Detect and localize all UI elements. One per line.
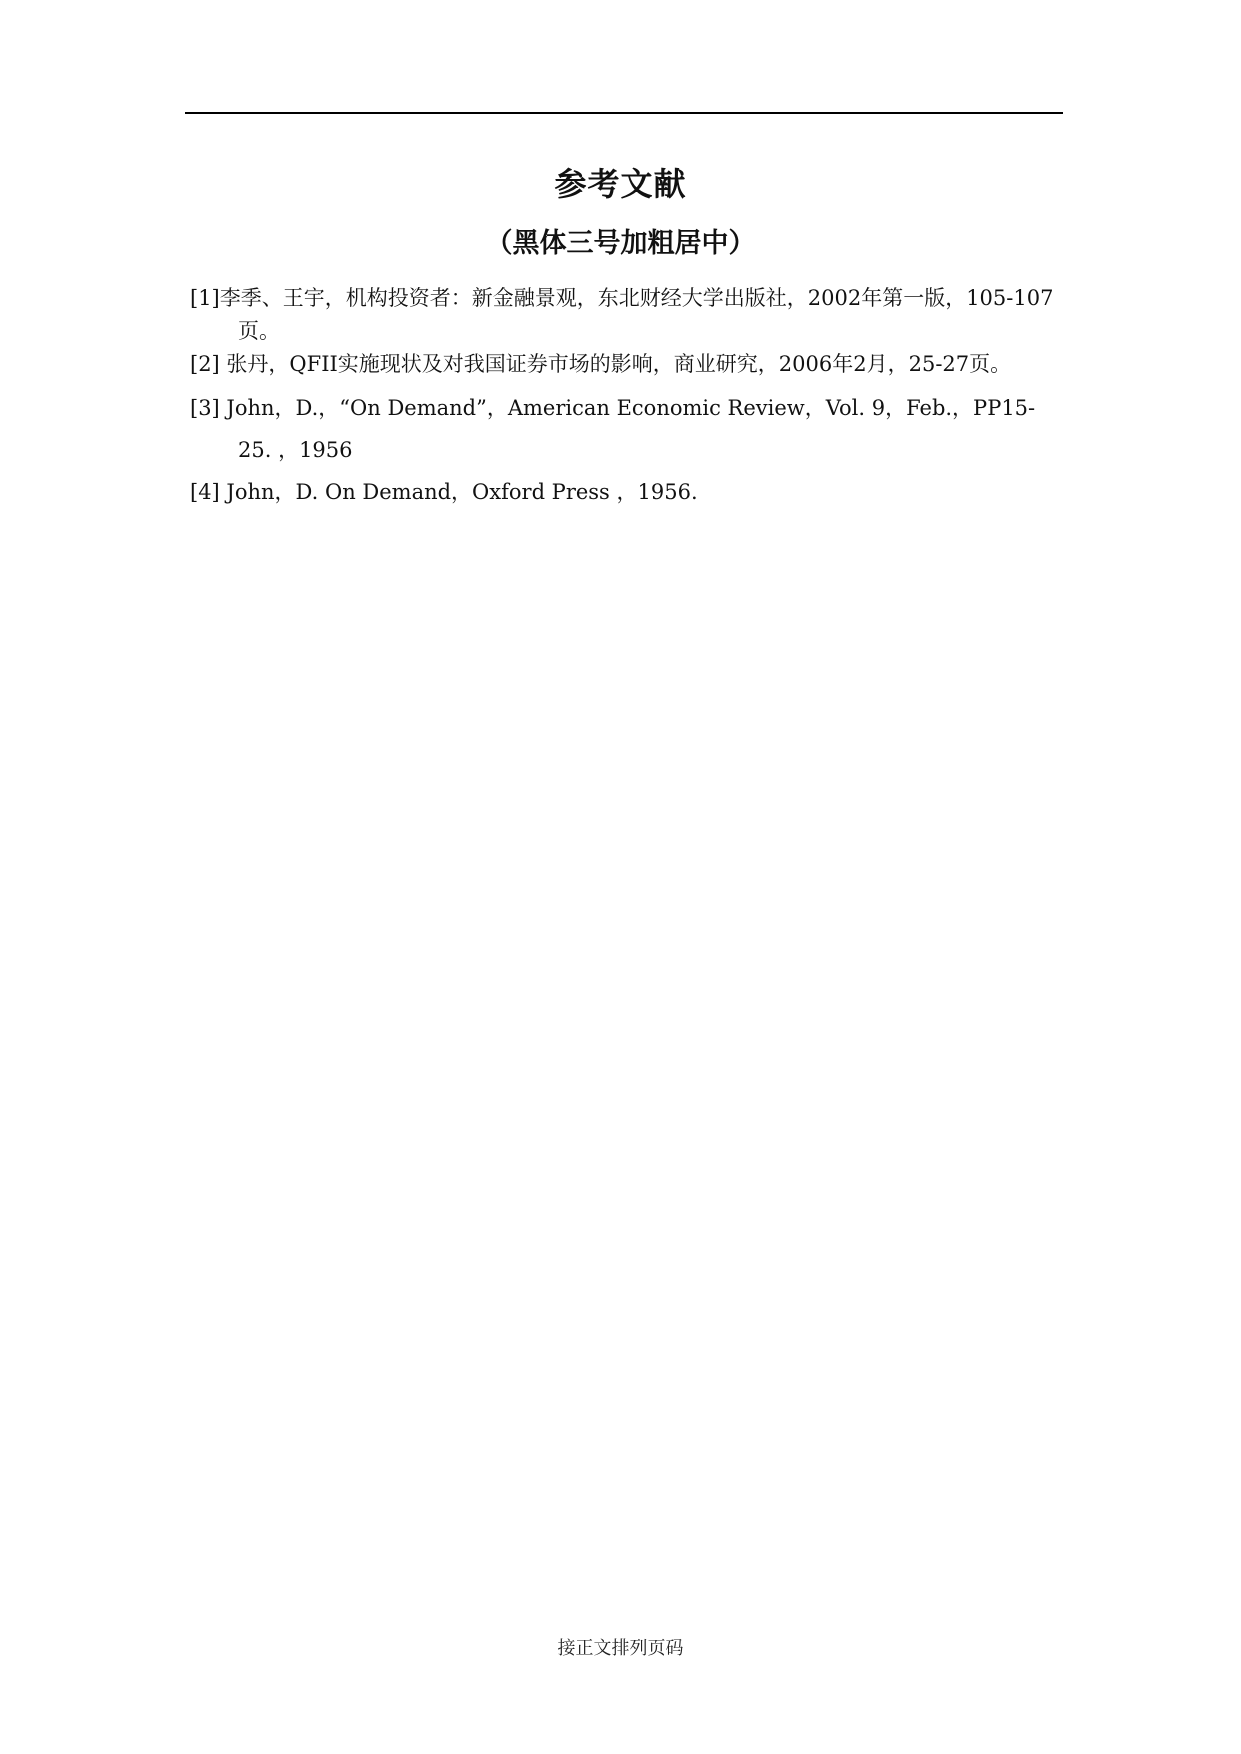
reference-text: John，D.，“On Demand”，American Economic Review，Vol. 9，Feb.，PP15-25. ，1956: [226, 396, 1036, 462]
header-rule: [185, 112, 1063, 114]
reference-item-1: [190, 282, 1068, 348]
page-footer: 接正文排列页码: [557, 1638, 684, 1659]
page-title: 参考文献: [554, 165, 687, 203]
reference-number: [2]: [190, 352, 227, 376]
reference-number: [3]: [190, 396, 227, 420]
page-subtitle: （黑体三号加粗居中）: [485, 228, 756, 259]
reference-item-2: [190, 348, 1068, 381]
reference-item-4: [190, 471, 1068, 513]
reference-text: 李季、王宇，机构投资者：新金融景观，东北财经大学出版社，2002年第一版，105-107页。: [219, 286, 1054, 343]
reference-text: 张丹，QFII实施现状及对我国证券市场的影响，商业研究，2006年2月，25-27页。: [226, 352, 1012, 376]
reference-number: [4]: [190, 480, 227, 504]
reference-number: [1]: [190, 286, 220, 310]
reference-list: [190, 282, 1068, 513]
reference-item-3: [190, 387, 1068, 471]
reference-text: John，D. On Demand，Oxford Press ，1956.: [226, 480, 698, 504]
